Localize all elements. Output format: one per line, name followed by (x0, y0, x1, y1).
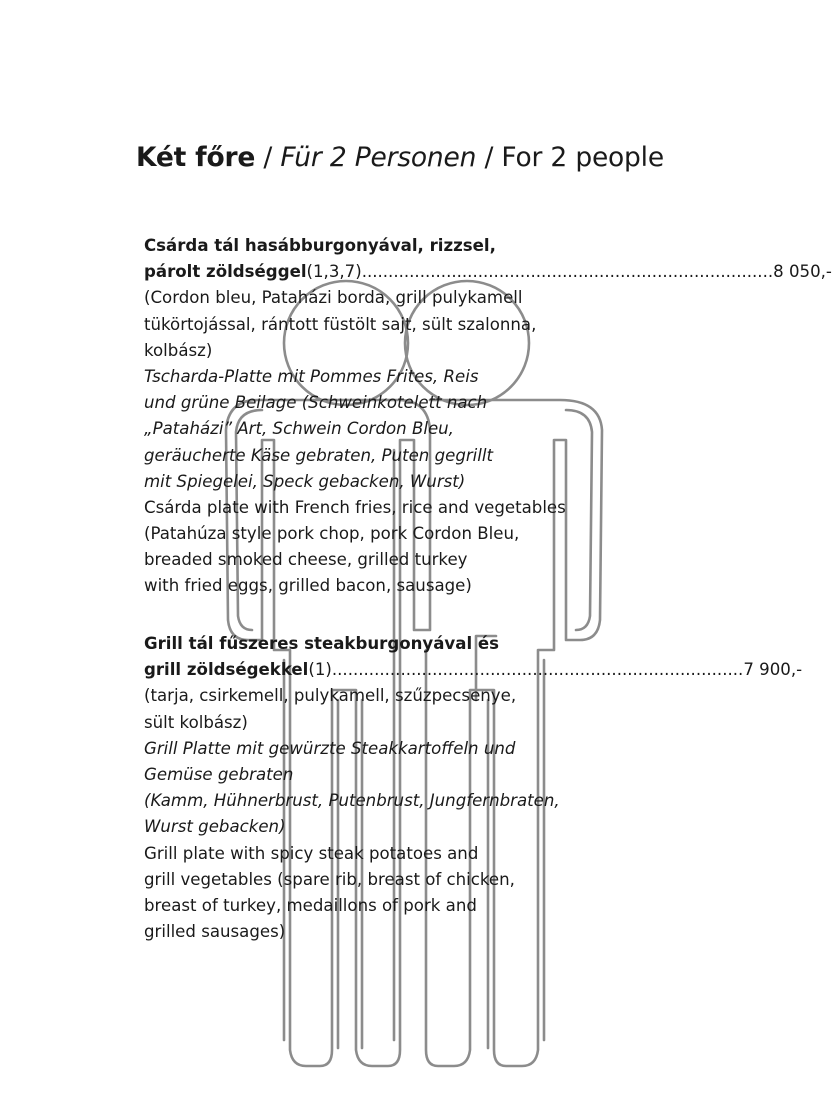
description-german: mit Spiegelei, Speck gebacken, Wurst) (144, 471, 466, 491)
description-english: with fried eggs, grilled bacon, sausage) (144, 576, 472, 596)
description-hungarian: (Cordon bleu, Pataházi borda, grill pulykamell (144, 288, 523, 308)
allergen-codes: (1,3,7) (306, 262, 362, 282)
menu-item-grill-plate (144, 631, 803, 945)
description-hungarian: (tarja, csirkemell, pulykamell, szűzpecsenye, (144, 686, 517, 706)
dish-price-row (144, 657, 803, 683)
dish-name: Csárda tál hasábburgonyával, rizzsel, (144, 236, 496, 255)
description-english: grill vegetables (spare rib, breast of chicken, (144, 869, 515, 889)
title-hungarian: Két főre (136, 142, 256, 173)
dish-price: 8 050,- (773, 262, 832, 282)
description-german: und grüne Beilage (Schweinkotelett nach (144, 393, 488, 413)
description-german: Wurst gebacken) (144, 817, 286, 837)
dish-name: grill zöldségekkel (144, 660, 309, 680)
description-german: Grill Platte mit gewürzte Steakkartoffeln und (144, 738, 516, 758)
description-german: „Pataházi” Art, Schwein Cordon Bleu, (144, 419, 454, 439)
description-german: Tscharda-Platte mit Pommes Frites, Reis (144, 366, 479, 386)
description-english: Csárda plate with French fries, rice and vegetables (144, 497, 566, 517)
title-separator: / (476, 142, 502, 173)
menu-item-csarda-plate (144, 233, 832, 600)
description-german: Gemüse gebraten (144, 764, 294, 784)
title-english: For 2 people (501, 142, 664, 173)
description-english: Grill plate with spicy steak potatoes and (144, 843, 479, 863)
description-german: (Kamm, Hühnerbrust, Putenbrust, Jungfernbraten, (144, 791, 560, 811)
description-hungarian: tükörtojással, rántott füstölt sajt, sült szalonna, (144, 314, 537, 334)
allergen-codes: (1) (308, 660, 332, 680)
page-title (0, 142, 800, 173)
description-hungarian: sült kolbász) (144, 712, 248, 732)
description-english: grilled sausages) (144, 922, 286, 942)
description-english: breast of turkey, medaillons of pork and (144, 895, 477, 915)
description-hungarian: kolbász) (144, 340, 213, 360)
description-german: geräucherte Käse gebraten, Puten gegrillt (144, 445, 494, 465)
dot-leader: .............................................................................. (361, 262, 774, 282)
dish-name: Grill tál fűszeres steakburgonyával és (144, 634, 500, 653)
description-english: breaded smoked cheese, grilled turkey (144, 550, 468, 570)
description-english: (Patahúza style pork chop, pork Cordon Bleu, (144, 524, 520, 544)
dish-name: párolt zöldséggel (144, 262, 307, 282)
title-german: Für 2 Personen (280, 142, 477, 173)
dish-price-row (144, 259, 832, 285)
title-separator: / (255, 142, 281, 173)
dot-leader: .............................................................................. (331, 660, 744, 680)
dish-price: 7 900,- (743, 660, 803, 680)
